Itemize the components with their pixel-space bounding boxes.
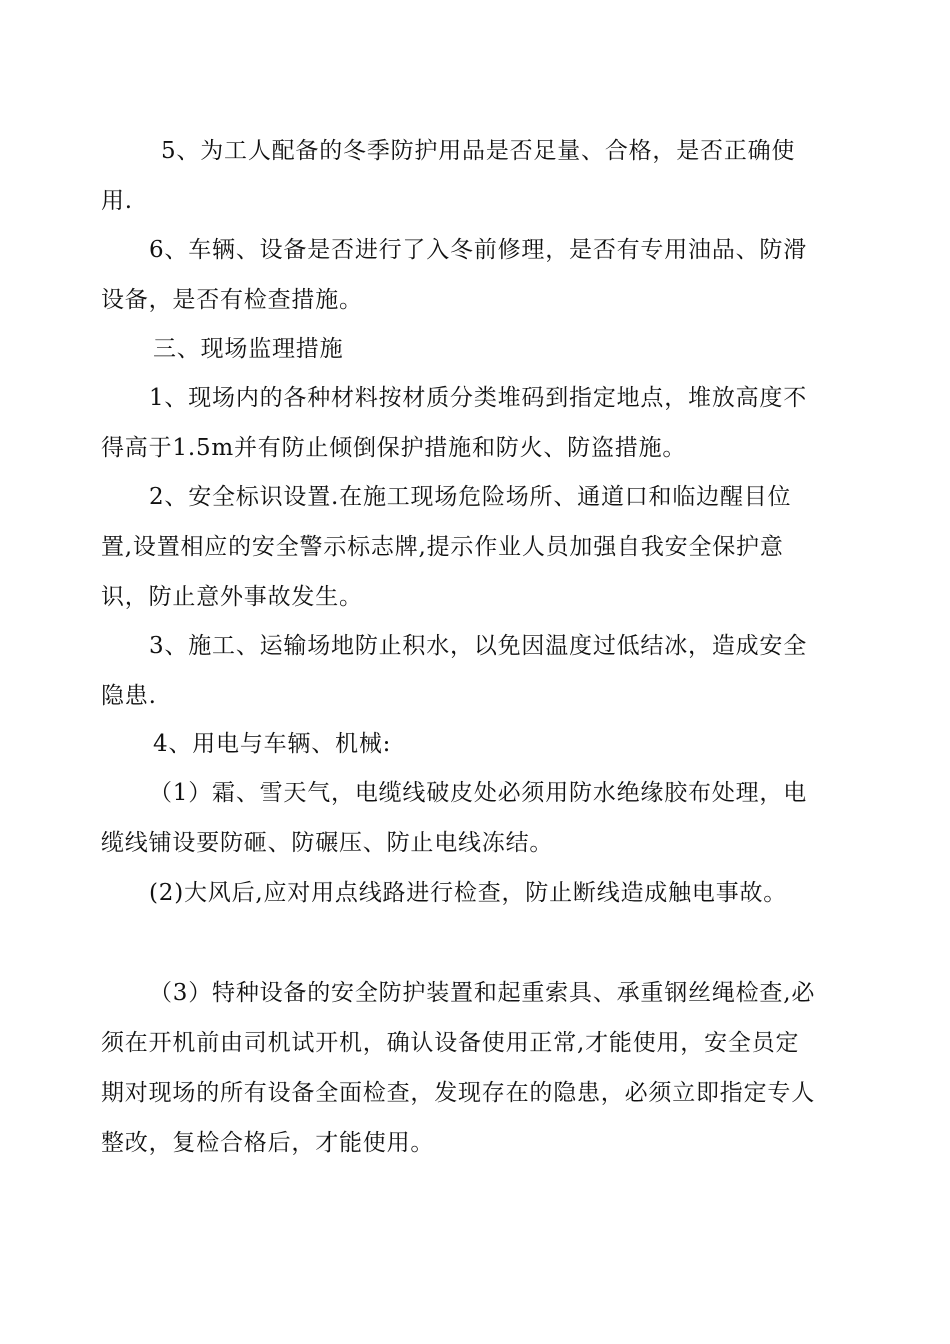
paragraph-item-5: 5、为工人配备的冬季防护用品是否足量、合格，是否正确使用. <box>101 138 796 214</box>
paragraph-subitem-3: （3）特种设备的安全防护装置和起重索具、承重钢丝绳检查,必须在开机前由司机试开机，确认设备使用正常,才能使用，安全员定期对现场的所有设备全面检查，发现存在的隐患，必须立即指定专人整改，复检合格后，才能使用。 <box>101 980 816 1156</box>
paragraph-subitem-1: （1）霜、雪天气，电缆线破皮处必须用防水绝缘胶布处理，电缆线铺设要防砸、防碾压、防止电线冻结。 <box>101 780 808 856</box>
paragraph-measure-3: 3、施工、运输场地防止积水，以免因温度过低结冰，造成安全隐患. <box>101 633 808 709</box>
paragraph-measure-2: 2、安全标识设置.在施工现场危险场所、通道口和临边醒目位置,设置相应的安全警示标志牌,提示作业人员加强自我安全保护意识，防止意外事故发生。 <box>101 484 792 610</box>
paragraph-item-6: 6、车辆、设备是否进行了入冬前修理，是否有专用油品、防滑设备，是否有检查措施。 <box>101 237 808 313</box>
paragraph-measure-1: 1、现场内的各种材料按材质分类堆码到指定地点，堆放高度不得高于1.5m并有防止倾倒保护措施和防火、防盗措施。 <box>101 385 808 461</box>
paragraph-measure-4: 4、用电与车辆、机械: <box>153 731 392 757</box>
section-heading-3: 三、现场监理措施 <box>153 336 344 362</box>
paragraph-subitem-2: (2)大风后,应对用点线路进行检查，防止断线造成触电事故。 <box>149 880 788 906</box>
